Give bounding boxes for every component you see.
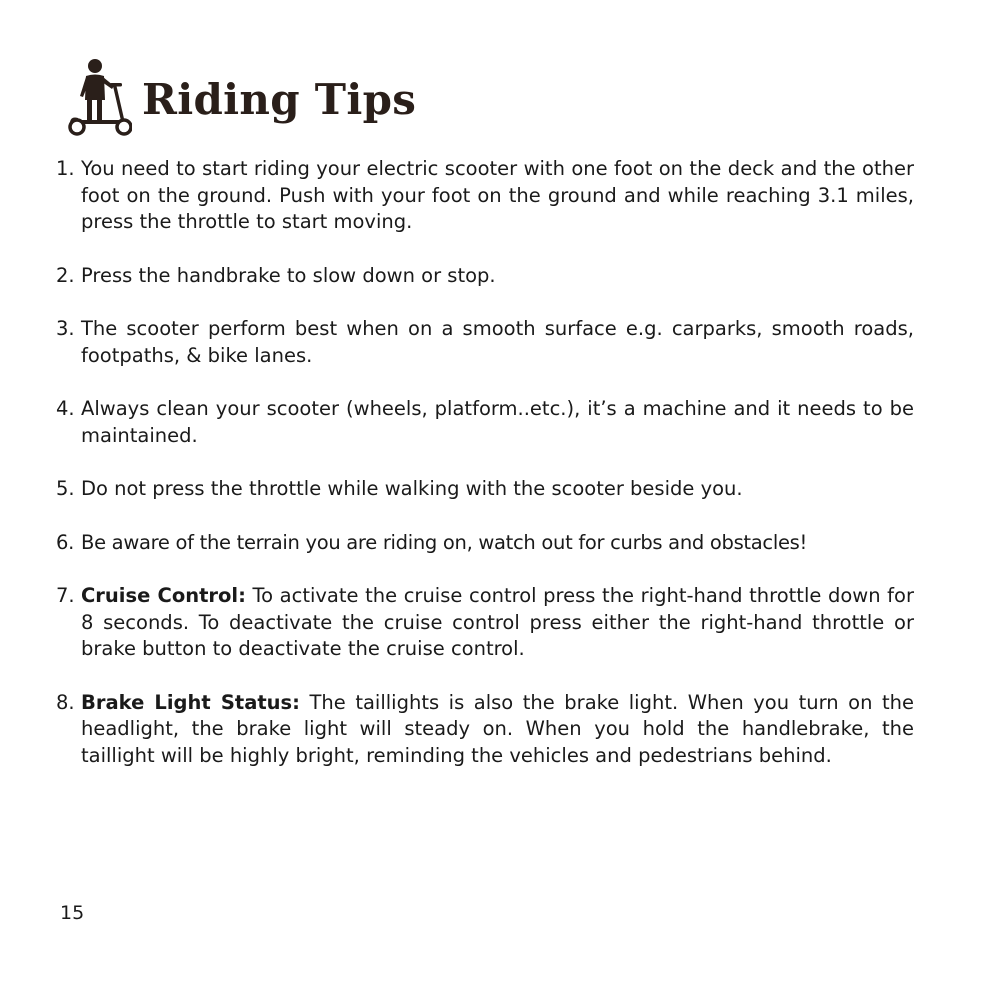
tip-text: You need to start riding your electric scooter with one foot on the deck and the other foot on the ground. Push with your foot on the ground and while reaching 3.1 miles, press the throttle to start moving. — [81, 157, 914, 233]
tip-text: Always clean your scooter (wheels, platform..etc.), it’s a machine and it needs to be maintained. — [81, 397, 914, 447]
tip-number: 2. — [56, 263, 75, 287]
tip-item — [56, 316, 914, 369]
tip-item — [56, 263, 914, 290]
tip-text: Press the handbrake to slow down or stop. — [81, 263, 496, 287]
tip-item — [56, 156, 914, 236]
page-header — [68, 56, 416, 136]
tip-number: 1. — [56, 157, 75, 180]
tip-item — [56, 690, 914, 770]
tip-number: 7. — [56, 584, 75, 607]
tip-text: The taillights is also the brake light. When you turn on the headlight, the brake light will steady on. When you hold the handlebrake, the taillight will be highly bright, reminding the vehicles and pedestrians behind. — [81, 690, 915, 767]
tip-number: 8. — [56, 690, 75, 714]
tip-item — [56, 396, 914, 449]
tip-number: 6. — [56, 530, 75, 554]
tip-text: Be aware of the terrain you are riding on, watch out for curbs and obstacles! — [81, 530, 808, 554]
page-number: 15 — [60, 902, 85, 924]
scooter-rider-icon — [68, 56, 132, 136]
tip-text: Do not press the throttle while walking with the scooter beside you. — [81, 477, 743, 500]
tip-number: 3. — [56, 317, 75, 340]
tip-lead-brake-light-status: Brake Light Status: — [81, 690, 300, 714]
tip-item — [56, 530, 914, 557]
tip-text: To activate the cruise control press the right-hand throttle down for 8 seconds. To deactivate the cruise control press either the right-hand throttle or brake button to deactivate the cruise control. — [81, 584, 914, 660]
riding-tips-list — [56, 156, 914, 796]
tip-item — [56, 476, 914, 503]
tip-number: 5. — [56, 477, 75, 500]
tip-number: 4. — [56, 397, 75, 420]
tip-text: The scooter perform best when on a smooth surface e.g. carparks, smooth roads, footpaths, & bike lanes. — [81, 317, 914, 367]
tip-item — [56, 583, 914, 663]
page-title: Riding Tips — [142, 75, 417, 124]
tip-lead-cruise-control: Cruise Control: — [81, 584, 246, 607]
